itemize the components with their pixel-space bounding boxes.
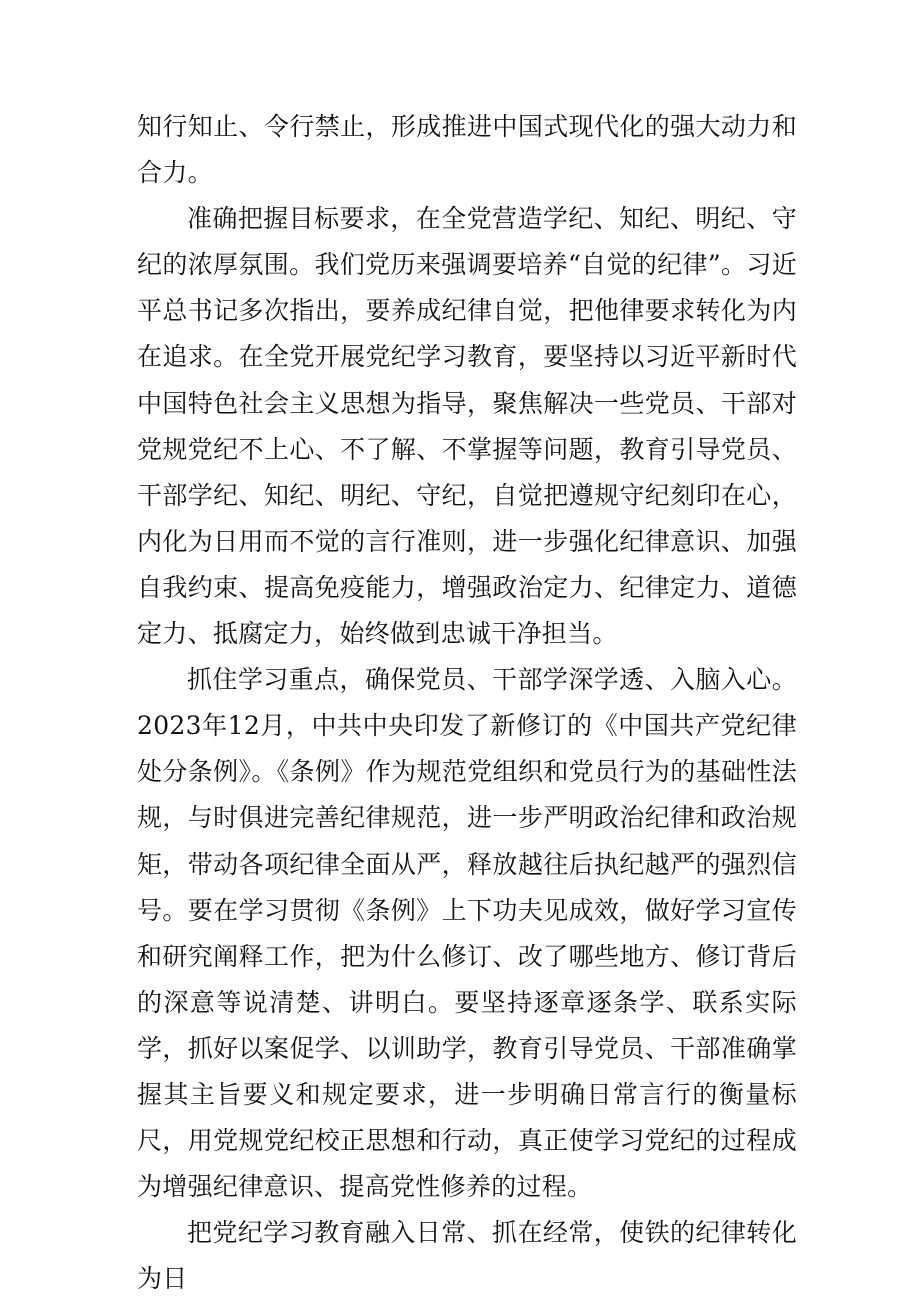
paragraph-target-requirements: 准确把握目标要求，在全党营造学纪、知纪、明纪、守纪的浓厚氛围。我们党历来强调要培养“自觉的纪律”。习近平总书记多次指出，要养成纪律自觉，把他律要求转化为内在追求。在全党开展党纪学习教育，要坚持以习近平新时代中国特色社会主义思想为指导，聚焦解决一些党员、干部对党规党纪不上心、不了解、不掌握等问题，教育引导党员、干部学纪、知纪、明纪、守纪，自觉把遵规守纪刻印在心，内化为日用而不觉的言行准则，进一步强化纪律意识、加强自我约束、提高免疫能力，增强政治定力、纪律定力、道德定力、抵腐定力，始终做到忠诚干净担当。 <box>137 204 797 649</box>
paragraph-study-focus: 抓住学习重点，确保党员、干部学深学透、入脑入心。2023年12月，中共中央印发了新修订的《中国共产党纪律处分条例》。《条例》作为规范党组织和党员行为的基础性法规，与时俱进完善纪律规范，进一步严明政治纪律和政治规矩，带动各项纪律全面从严，释放越往后执纪越严的强烈信号。要在学习贯彻《条例》上下功夫见成效，做好学习宣传和研究阐释工作，把为什么修订、改了哪些地方、修订背后的深意等说清楚、讲明白。要坚持逐章逐条学、联系实际学，抓好以案促学、以训助学，教育引导党员、干部准确掌握其主旨要义和规定要求，进一步明确日常言行的衡量标尺，用党规党纪校正思想和行动，真正使学习党纪的过程成为增强纪律意识、提高党性修养的过程。 <box>137 665 797 1202</box>
paragraph-continued: 知行知止、令行禁止，形成推进中国式现代化的强大动力和合力。 <box>137 112 797 188</box>
paragraph-daily-integration: 把党纪学习教育融入日常、抓在经常，使铁的纪律转化为日 <box>137 1218 797 1294</box>
document-page <box>137 104 797 1302</box>
